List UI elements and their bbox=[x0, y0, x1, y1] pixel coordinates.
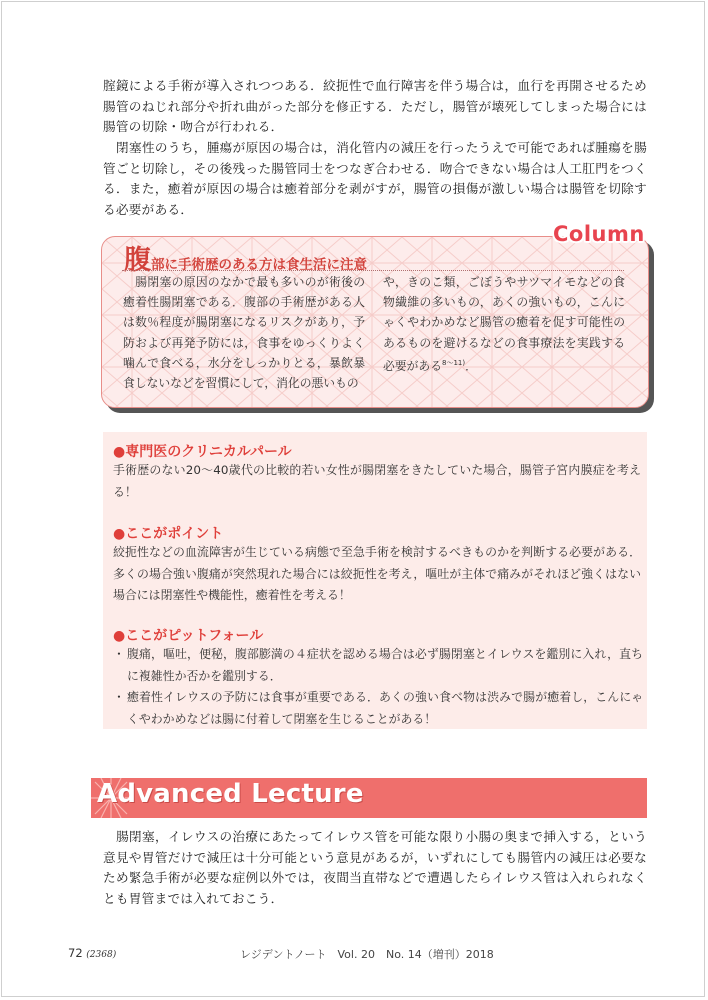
column-text-right: や，きのこ類，ごぼうやサツマイモなどの食物繊維の多いもの，あくの強いもの，こんにゃくやわかめなど腸管の癒着を促す可能性のあるものを避けるなどの食事療法を実践する必要がある$^{8\sim 11)}$． bbox=[383, 275, 625, 373]
body-paragraph-1: 腟鏡による手術が導入されつつある．絞扼性で血行障害を伴う場合は，血行を再開させるため腸管のねじれ部分や折れ曲がった部分を修正する．ただし，腸管が壊死してしまった場合には腸管の切除・吻合が行われる． bbox=[103, 78, 647, 134]
list-item: ・ 腹痛，嘔吐，便秘，腹部膨満の４症状を認める場合は必ず腸閉塞とイレウスを鑑別に入れ，直ちに複雑性か否かを鑑別する． bbox=[113, 647, 643, 683]
column-title: 腹部に手術歴のある方は食生活に注意 bbox=[124, 245, 367, 276]
point-heading: ●ここがポイント bbox=[113, 526, 224, 542]
reference-superscript: 8～11) bbox=[442, 358, 466, 367]
column-divider bbox=[122, 270, 624, 271]
advanced-lecture-title: Advanced Lecture bbox=[97, 779, 364, 809]
column-text-left: 腸閉塞の原因のなかで最も多いのが術後の癒着性腸閉塞である．腹部の手術歴がある人は数％程度が腸閉塞になるリスクがあり，予防および再発予防には，食事をゆっくりよく噛んで食べる，水分をしっかりとる，暴飲暴食しないなどを習慣にして，消化の悪いもの bbox=[123, 275, 365, 391]
page-number: 72 (2368) bbox=[68, 946, 117, 960]
advanced-lecture-text: 腸閉塞，イレウスの治療にあたってイレウス管を可能な限り小腸の奥まで挿入する，という意見や胃管だけで減圧は十分可能という意見があるが，いずれにしても腸管内の減圧は必要なため緊急手術が必要な症例以外では，夜間当直帯などで遭遇したらイレウス管は入れられなくとも胃管までは入れておこう． bbox=[103, 829, 647, 906]
pitfall-heading: ●ここがピットフォール bbox=[113, 628, 264, 644]
list-item: ・ 癒着性イレウスの予防には食事が重要である．あくの強い食べ物は渋みで腸が癒着し，こんにゃくやわかめなどは腸に付着して閉塞を生じることがある！ bbox=[113, 690, 643, 726]
journal-footer: レジデントノート Vol. 20 No. 14（増刊）2018 bbox=[240, 948, 494, 961]
pitfall-list bbox=[113, 644, 643, 730]
body-paragraph-2: 閉塞性のうち，腫瘍が原因の場合は，消化管内の減圧を行ったうえで可能であれば腫瘍を腸管ごと切除し，その後残った腸管同士をつなぎ合わせる．吻合できない場合は人工肛門をつくる．また，癒着が原因の場合は癒着部分を剥がすが，腸管の損傷が激しい場合は腸管を切除する必要がある． bbox=[103, 140, 647, 217]
specialist-text: 手術歴のない20～40歳代の比較的若い女性が腸閉塞をきたしていた場合，腸管子宮内膜症を考える！ bbox=[113, 463, 641, 499]
column-tag: Column bbox=[553, 222, 645, 246]
point-text: 絞扼性などの血流障害が生じている病態で至急手術を検討するべきものかを判断する必要がある．多くの場合強い腹痛が突然現れた場合には絞扼性を考え，嘔吐が主体で痛みがそれほど強くはない場合には閉塞性や機能性，癒着性を考える！ bbox=[113, 545, 641, 602]
specialist-heading: ●専門医のクリニカルパール bbox=[113, 444, 292, 460]
